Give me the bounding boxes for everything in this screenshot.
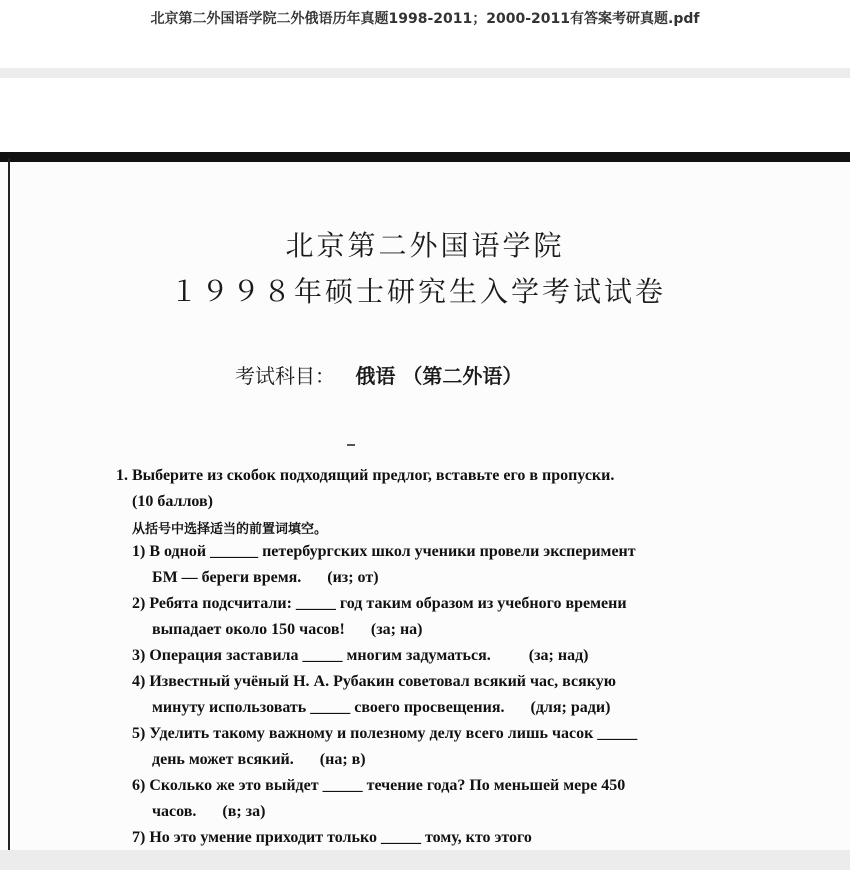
subject-label: 考试科目： xyxy=(235,364,335,388)
subject-value: 俄语 （第二外语） xyxy=(355,364,523,388)
question-item-line: 7) Но это умение приходит только _____ тому, кто этого xyxy=(132,829,532,846)
question-item-line xyxy=(152,699,610,717)
question-points: (10 баллов) xyxy=(132,493,213,510)
school-name: 北京第二外国语学院 xyxy=(285,229,565,262)
question-item-line: 2) Ребята подсчитали: _____ год таким образом из учебного времени xyxy=(132,595,627,612)
scanned-page xyxy=(0,152,850,850)
item-text: день может всякий. xyxy=(152,751,294,768)
viewer-bottom-bar xyxy=(0,850,850,870)
item-options: (на; в) xyxy=(319,751,366,768)
exam-title: １９９８年硕士研究生入学考试试卷 xyxy=(170,275,667,308)
question-item-line xyxy=(152,803,265,821)
item-options: (за; над) xyxy=(528,647,589,664)
item-options: (из; от) xyxy=(327,569,379,586)
item-options: (для; ради) xyxy=(530,699,611,716)
item-options: (в; за) xyxy=(222,803,266,820)
question-item-line xyxy=(152,751,366,769)
question-item-line xyxy=(152,621,423,639)
question-item-line: 6) Сколько же это выйдет _____ течение года? По меньшей мере 450 xyxy=(132,777,626,794)
exam-subject xyxy=(235,360,522,389)
question-item-line: 5) Уделить такому важному и полезному делу всего лишь часок _____ xyxy=(132,725,638,742)
file-title: 北京第二外国语学院二外俄语历年真题1998-2011；2000-2011有答案考研真题.pdf xyxy=(150,11,700,27)
item-text: выпадает около 150 часов! xyxy=(152,621,345,638)
item-text: 3) Операция заставила _____ многим задуматься. xyxy=(132,647,491,664)
item-options: (за; на) xyxy=(370,621,423,638)
item-text: БМ — береги время. xyxy=(152,569,302,586)
question-item-line xyxy=(132,647,589,665)
question-item-line xyxy=(152,569,379,587)
question-item-line: 1) В одной ______ петербургских школ ученики провели эксперимент xyxy=(132,543,636,560)
page-top-border xyxy=(0,152,850,162)
question-instruction: 1. Выберите из скобок подходящий предлог, вставьте его в пропуски. xyxy=(116,467,615,484)
item-text: часов. xyxy=(152,803,197,820)
question-item-line: 4) Известный учёный Н. А. Рубакин советовал всякий час, всякую xyxy=(132,673,616,690)
scan-speck xyxy=(347,444,355,446)
viewer-divider xyxy=(0,68,850,78)
item-text: минуту использовать _____ своего просвещения. xyxy=(152,699,505,716)
question-instruction-cn: 从括号中选择适当的前置词填空。 xyxy=(132,522,328,537)
